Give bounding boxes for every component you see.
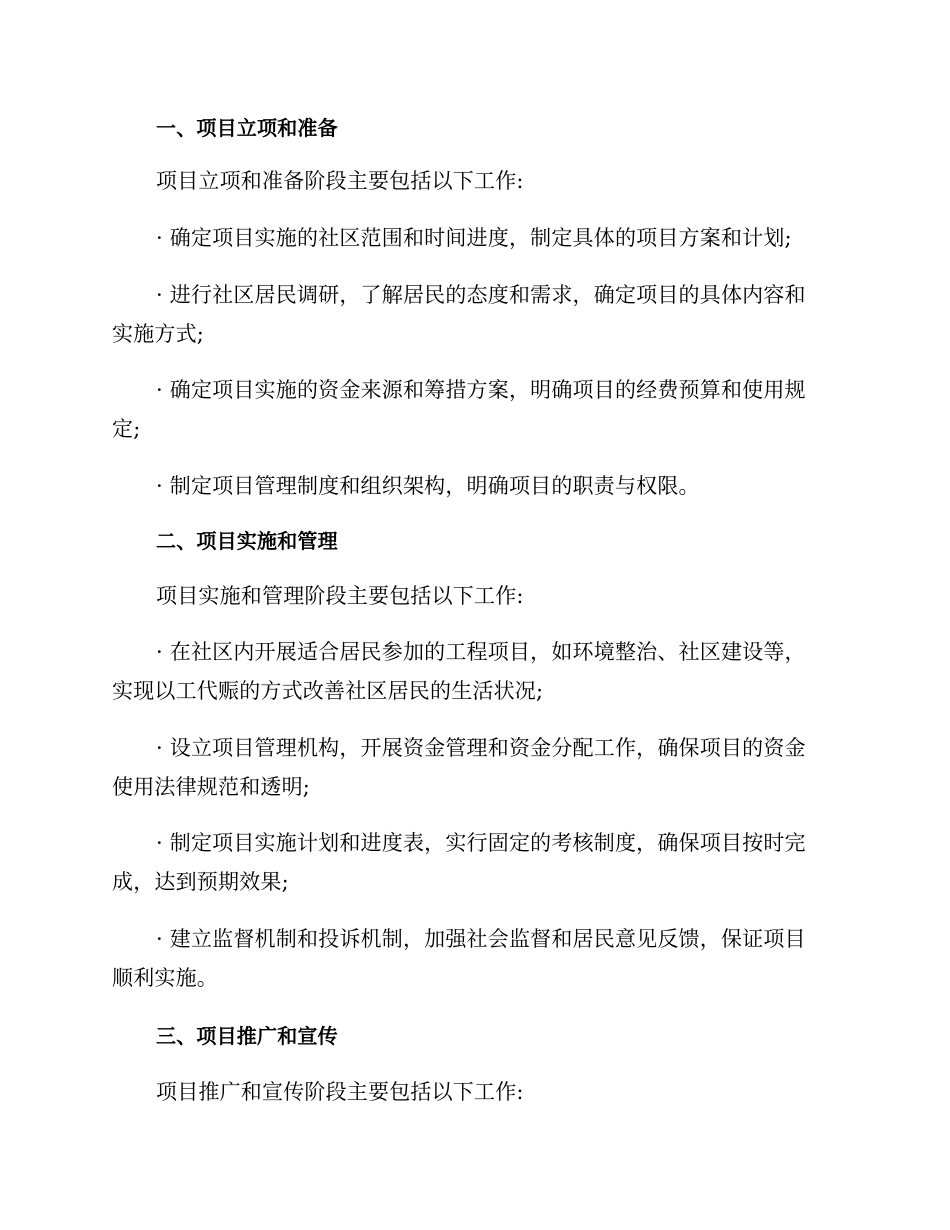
list-item-2-2: · 设立项目管理机构，开展资金管理和资金分配工作，确保项目的资金 — [156, 736, 806, 760]
list-item-1-3: · 确定项目实施的资金来源和筹措方案，明确项目的经费预算和使用规 — [156, 378, 806, 402]
list-item-2-2-cont: 使用法律规范和透明; — [112, 775, 311, 799]
list-item-2-3-cont: 成，达到预期效果; — [112, 870, 289, 894]
list-item-1-4: · 制定项目管理制度和组织架构，明确项目的职责与权限。 — [156, 474, 700, 498]
list-item-2-1: · 在社区内开展适合居民参加的工程项目，如环境整治、社区建设等， — [156, 640, 806, 664]
document-page — [112, 0, 824, 1230]
list-item-2-3: · 制定项目实施计划和进度表，实行固定的考核制度，确保项目按时完 — [156, 831, 806, 855]
list-item-2-4: · 建立监督机制和投诉机制，加强社会监督和居民意见反馈，保证项目 — [156, 927, 806, 951]
list-item-2-4-cont: 顺利实施。 — [112, 966, 218, 990]
list-item-2-1-cont: 实现以工代赈的方式改善社区居民的生活状况; — [112, 679, 544, 703]
section-intro-3: 项目推广和宣传阶段主要包括以下工作: — [156, 1080, 524, 1104]
list-item-1-2-cont: 实施方式; — [112, 322, 205, 346]
section-heading-1: 一、项目立项和准备 — [156, 116, 338, 140]
section-heading-3: 三、项目推广和宣传 — [156, 1024, 338, 1048]
section-intro-2: 项目实施和管理阶段主要包括以下工作: — [156, 584, 524, 608]
section-intro-1: 项目立项和准备阶段主要包括以下工作: — [156, 169, 524, 193]
list-item-1-3-cont: 定; — [112, 417, 141, 441]
list-item-1-1: · 确定项目实施的社区范围和时间进度，制定具体的项目方案和计划; — [156, 226, 792, 250]
list-item-1-2: · 进行社区居民调研，了解居民的态度和需求，确定项目的具体内容和 — [156, 283, 806, 307]
section-heading-2: 二、项目实施和管理 — [156, 529, 338, 553]
